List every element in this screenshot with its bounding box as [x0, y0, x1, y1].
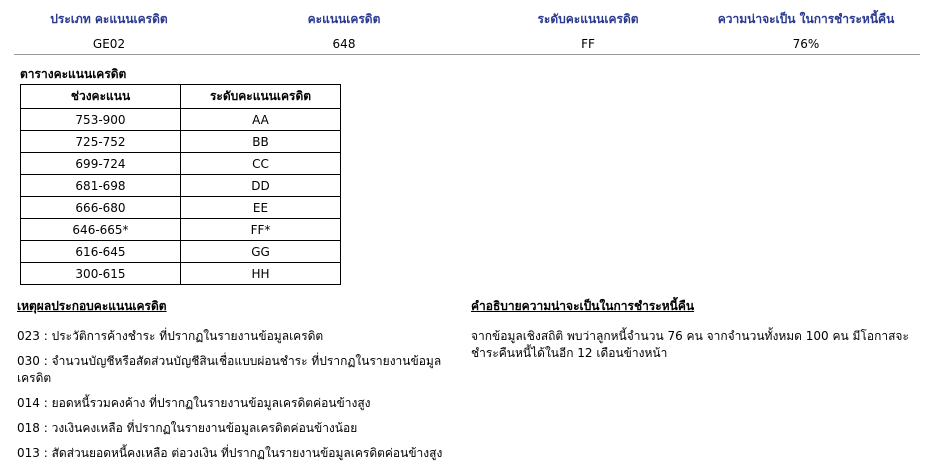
- table-row: [21, 175, 341, 197]
- score-range-header: ช่วงคะแนน: [21, 85, 181, 109]
- score-range-cell: 300-615: [21, 263, 181, 285]
- reason-item: 014 : ยอดหนี้รวมคงค้าง ที่ปรากฏในรายงานข้อมูลเครดิตค่อนข้างสูง: [17, 396, 371, 410]
- summary-header-probability: ความน่าจะเป็น ในการชำระหนี้คืน: [717, 12, 895, 26]
- summary-header-type: ประเภท คะแนนเครดิต: [50, 12, 168, 26]
- reason-item: 030 : จำนวนบัญชีหรือสัดส่วนบัญชีสินเชื่อแบบผ่อนชำระ ที่ปรากฏในรายงานข้อมูลเครดิต: [17, 354, 442, 385]
- summary-header-row: [14, 0, 920, 36]
- score-grade-cell: GG: [181, 241, 341, 263]
- table-row: [21, 241, 341, 263]
- score-grade-cell: DD: [181, 175, 341, 197]
- score-table: [20, 84, 341, 285]
- score-range-cell: 681-698: [21, 175, 181, 197]
- reason-item: 023 : ประวัติการค้างชำระ ที่ปรากฏในรายงานข้อมูลเครดิต: [17, 329, 324, 343]
- table-row: [21, 131, 341, 153]
- reasons-section: [17, 298, 457, 470]
- table-row: [21, 153, 341, 175]
- score-grade-cell: HH: [181, 263, 341, 285]
- score-table-header-row: [21, 85, 341, 109]
- score-range-cell: 699-724: [21, 153, 181, 175]
- score-grade-cell: BB: [181, 131, 341, 153]
- probability-section: [471, 298, 921, 362]
- score-grade-header: ระดับคะแนนเครดิต: [181, 85, 341, 109]
- table-row-current: [21, 219, 341, 241]
- score-grade-cell: FF*: [181, 219, 341, 241]
- probability-text: จากข้อมูลเชิงสถิติ พบว่าลูกหนี้จำนวน 76 คน จากจำนวนทั้งหมด 100 คน มีโอกาสจะชำระคืนหนี้ได้ในอีก 12 เดือนข้างหน้า: [471, 329, 909, 360]
- score-table-title: ตารางคะแนนเครดิต: [20, 67, 127, 81]
- summary-value-score: 648: [332, 37, 356, 51]
- reasons-title: เหตุผลประกอบคะแนนเครดิต: [17, 299, 167, 313]
- score-range-cell: 753-900: [21, 109, 181, 131]
- table-row: [21, 109, 341, 131]
- score-range-cell: 725-752: [21, 131, 181, 153]
- score-range-cell: 646-665*: [21, 219, 181, 241]
- score-range-cell: 616-645: [21, 241, 181, 263]
- summary-value-probability: 76%: [792, 37, 820, 51]
- score-grade-cell: AA: [181, 109, 341, 131]
- summary-value-row: [14, 36, 920, 52]
- summary-value-grade: FF: [581, 37, 595, 51]
- score-grade-cell: CC: [181, 153, 341, 175]
- summary-header-score: คะแนนเครดิต: [307, 12, 381, 26]
- summary-divider: [14, 54, 920, 55]
- table-row: [21, 263, 341, 285]
- credit-summary: [14, 0, 920, 55]
- score-grade-cell: EE: [181, 197, 341, 219]
- summary-header-grade: ระดับคะแนนเครดิต: [537, 12, 639, 26]
- probability-title: คำอธิบายความน่าจะเป็นในการชำระหนี้คืน: [471, 299, 695, 313]
- reason-item: 013 : สัดส่วนยอดหนี้คงเหลือ ต่อวงเงิน ที่ปรากฏในรายงานข้อมูลเครดิตค่อนข้างสูง: [17, 446, 443, 460]
- score-range-cell: 666-680: [21, 197, 181, 219]
- summary-value-type: GE02: [92, 37, 126, 51]
- reason-item: 018 : วงเงินคงเหลือ ที่ปรากฏในรายงานข้อมูลเครดิตค่อนข้างน้อย: [17, 421, 358, 435]
- table-row: [21, 197, 341, 219]
